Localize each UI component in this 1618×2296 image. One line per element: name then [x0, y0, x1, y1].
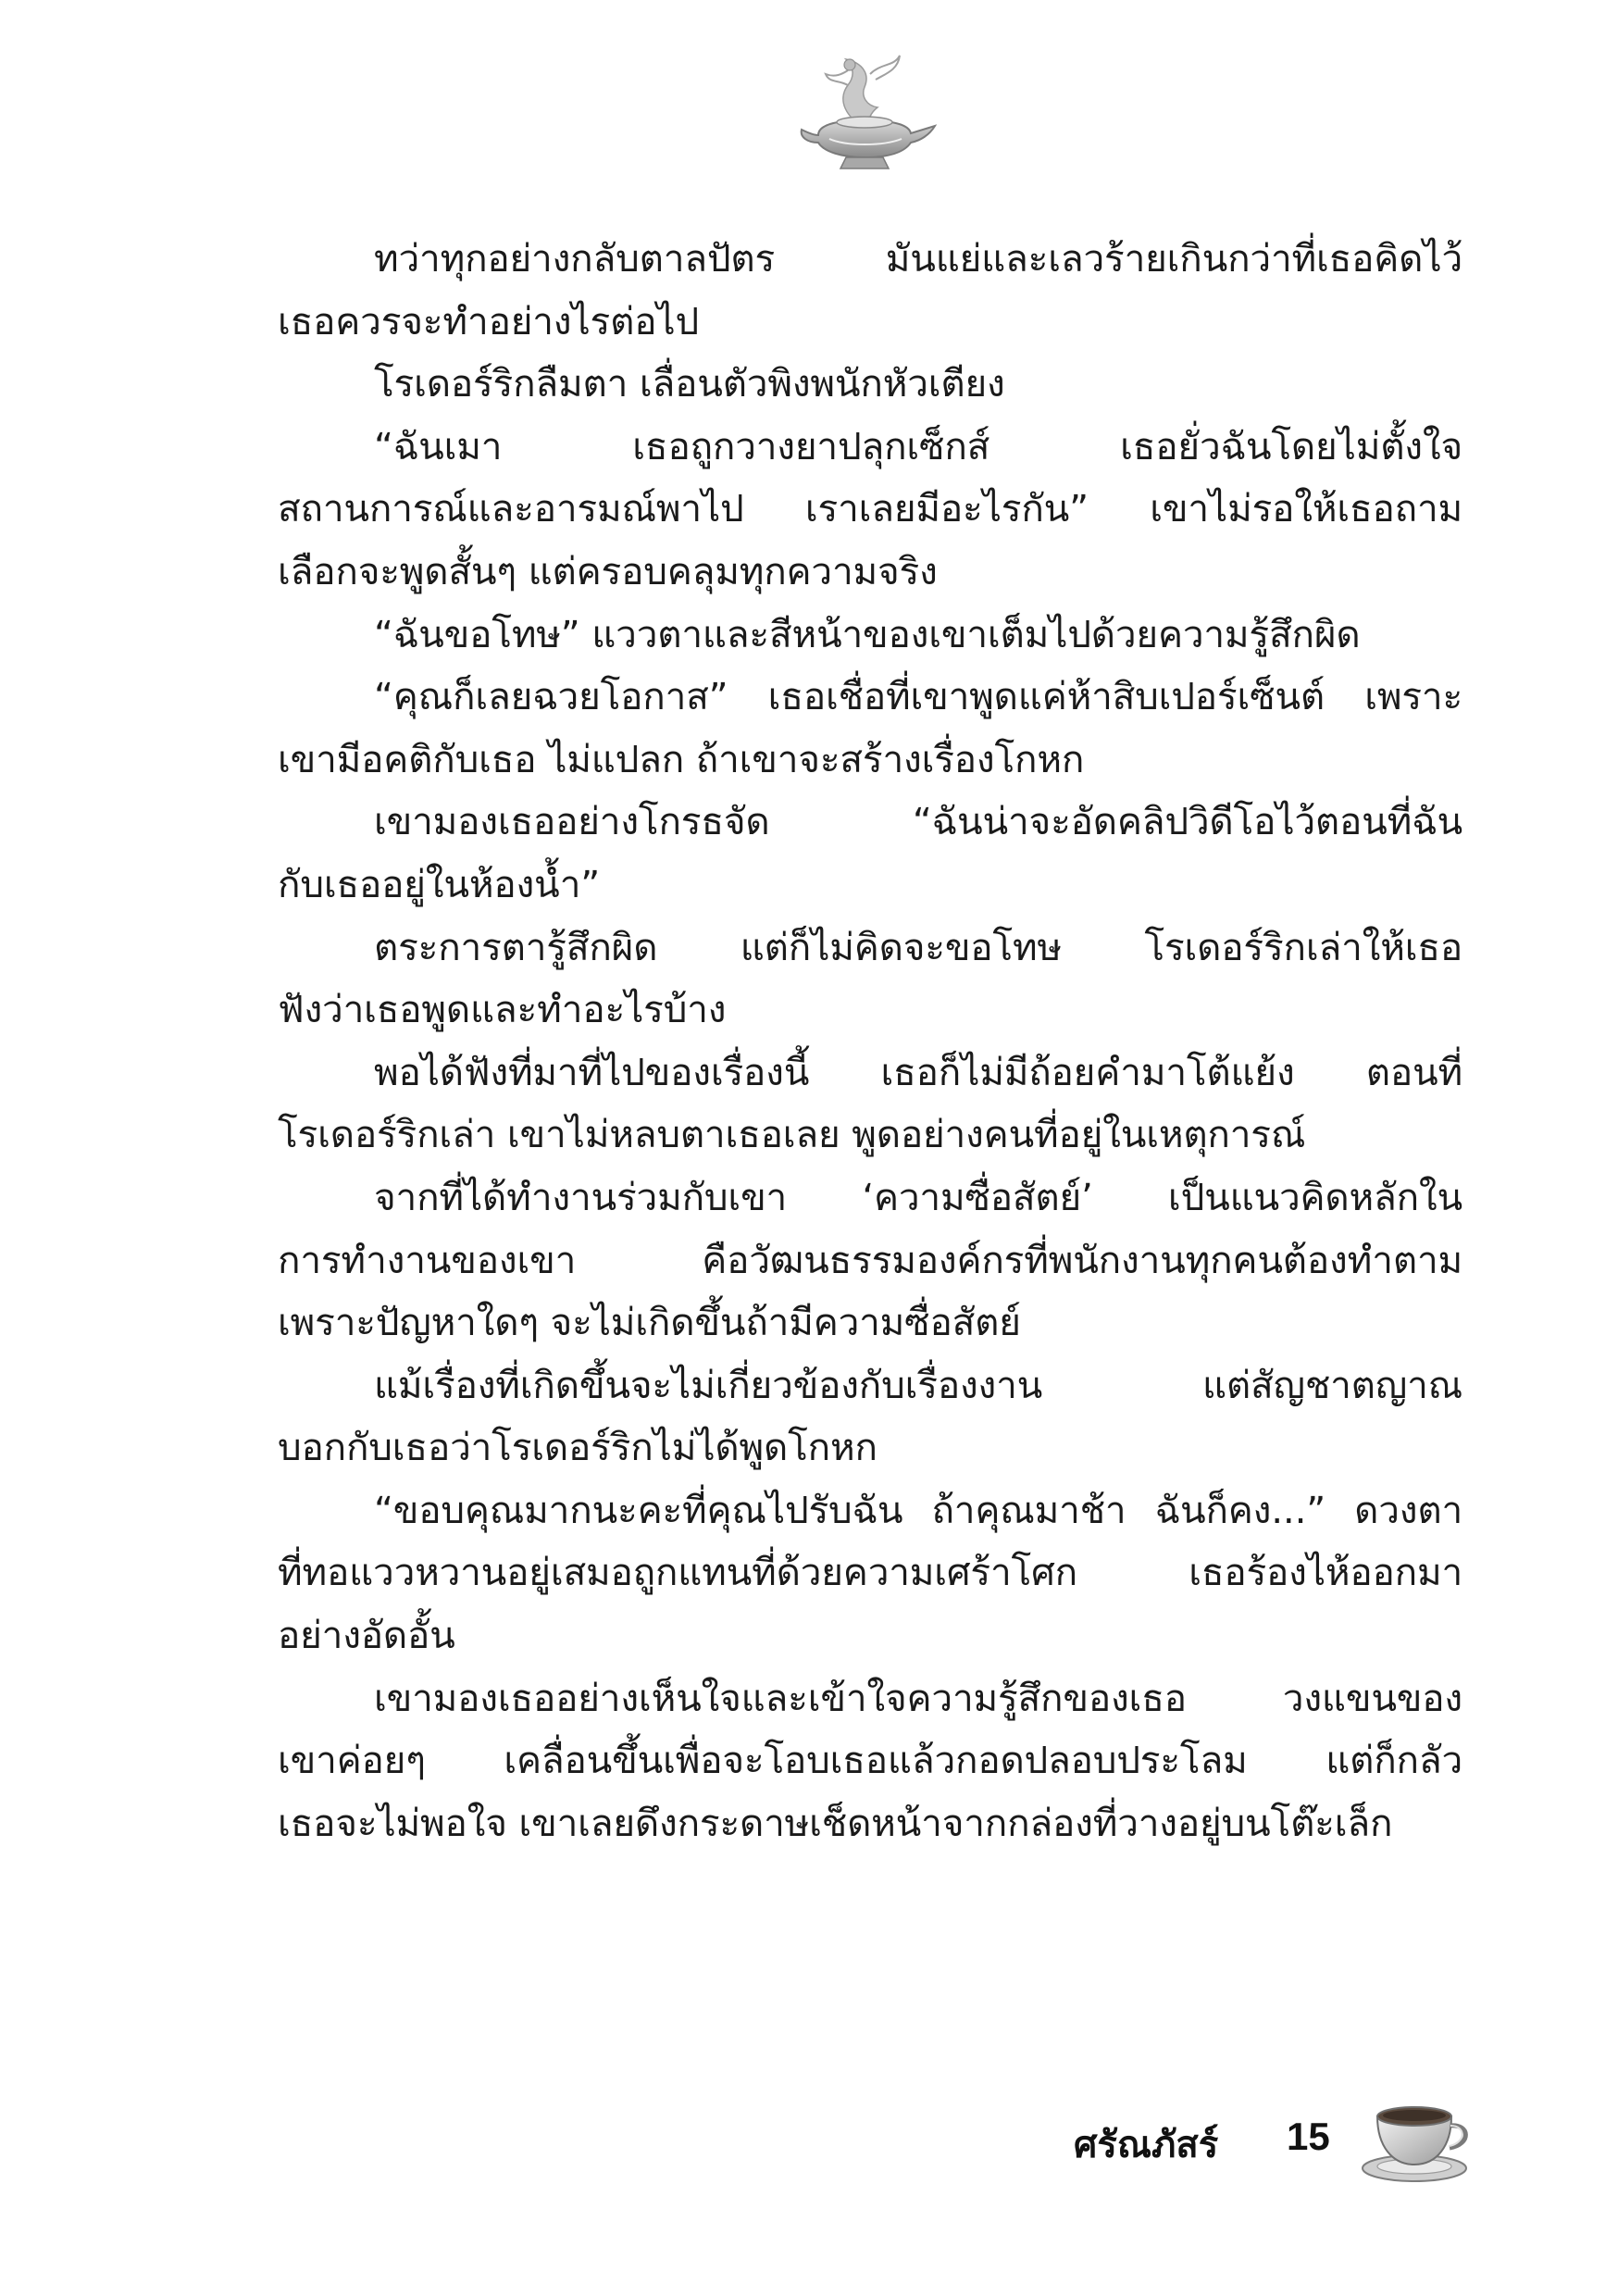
paragraph-line: การทำงานของเขา คือวัฒนธรรมองค์กรที่พนักงานทุกคนต้องทำตาม — [278, 1237, 1462, 1282]
paragraph-line: ฟังว่าเธอพูดและทำอะไรบ้าง — [278, 987, 727, 1032]
paragraph-line: โรเดอร์ริกเล่า เขาไม่หลบตาเธอเลย พูดอย่างคนที่อยู่ในเหตุการณ์ — [278, 1112, 1306, 1157]
paragraph-line: ที่ทอแววหวานอยู่เสมอถูกแทนที่ด้วยความเศร้าโศก เธอร้องไห้ออกมา — [278, 1550, 1462, 1595]
paragraph-line: เธอจะไม่พอใจ เขาเลยดึงกระดาษเช็ดหน้าจากกล่องที่วางอยู่บนโต๊ะเล็ก — [278, 1800, 1393, 1845]
paragraph-first-line: โรเดอร์ริกลืมตา เลื่อนตัวพิงพนักหัวเตียง — [374, 361, 1005, 406]
paragraph-line: กับเธออยู่ในห้องน้ำ” — [278, 861, 601, 906]
paragraph-first-line: ทว่าทุกอย่างกลับตาลปัตร มันแย่และเลวร้ายเกินกว่าที่เธอคิดไว้ — [374, 236, 1462, 281]
paragraph-first-line: เขามองเธออย่างโกรธจัด “ฉันน่าจะอัดคลิปวิดีโอไว้ตอนที่ฉัน — [374, 799, 1462, 844]
paragraph-line: สถานการณ์และอารมณ์พาไป เราเลยมีอะไรกัน” เขาไม่รอให้เธอถาม — [278, 486, 1462, 531]
paragraph-first-line: “ฉันเมา เธอถูกวางยาปลุกเซ็กส์ เธอยั่วฉันโดยไม่ตั้งใจ — [374, 423, 1462, 468]
paragraph-first-line: พอได้ฟังที่มาที่ไปของเรื่องนี้ เธอก็ไม่มีถ้อยคำมาโต้แย้ง ตอนที่ — [374, 1049, 1462, 1094]
paragraph-line: เพราะปัญหาใดๆ จะไม่เกิดขึ้นถ้ามีความซื่อสัตย์ — [278, 1300, 1021, 1345]
page-number: 15 — [1287, 2115, 1330, 2158]
coffee-cup-icon — [1357, 2096, 1477, 2189]
paragraph-first-line: จากที่ได้ทำงานร่วมกับเขา ‘ความซื่อสัตย์’ เป็นแนวคิดหลักใน — [374, 1174, 1462, 1219]
genie-lamp-icon — [781, 46, 948, 176]
author-name: ศรัณภัสร์ — [1074, 2124, 1219, 2166]
paragraph-line: บอกกับเธอว่าโรเดอร์ริกไม่ได้พูดโกหก — [278, 1425, 877, 1470]
page-footer — [1055, 2096, 1490, 2189]
paragraph-line: เลือกจะพูดสั้นๆ แต่ครอบคลุมทุกความจริง — [278, 548, 938, 593]
paragraph-first-line: ตระการตารู้สึกผิด แต่ก็ไม่คิดจะขอโทษ โรเดอร์ริกเล่าให้เธอ — [374, 924, 1462, 969]
paragraph-line: เขามีอคติกับเธอ ไม่แปลก ถ้าเขาจะสร้างเรื่องโกหก — [278, 736, 1085, 781]
paragraph-first-line: เขามองเธออย่างเห็นใจและเข้าใจความรู้สึกของเธอ วงแขนของ — [374, 1675, 1462, 1720]
paragraph-first-line: แม้เรื่องที่เกิดขึ้นจะไม่เกี่ยวข้องกับเรื่องงาน แต่สัญชาตญาณ — [374, 1362, 1462, 1407]
paragraph-line: อย่างอัดอั้น — [278, 1613, 455, 1658]
paragraph-line: เขาค่อยๆ เคลื่อนขึ้นเพื่อจะโอบเธอแล้วกอดปลอบประโลม แต่ก็กลัว — [278, 1738, 1462, 1783]
paragraph-line: เธอควรจะทำอย่างไรต่อไป — [278, 298, 699, 343]
body-text — [278, 228, 1462, 1854]
paragraph-first-line: “ขอบคุณมากนะคะที่คุณไปรับฉัน ถ้าคุณมาช้า ฉันก็คง...” ดวงตา — [374, 1487, 1462, 1532]
paragraph-first-line: “ฉันขอโทษ” แววตาและสีหน้าของเขาเต็มไปด้วยความรู้สึกผิด — [374, 611, 1361, 656]
paragraph-first-line: “คุณก็เลยฉวยโอกาส” เธอเชื่อที่เขาพูดแค่ห้าสิบเปอร์เซ็นต์ เพราะ — [374, 674, 1462, 719]
